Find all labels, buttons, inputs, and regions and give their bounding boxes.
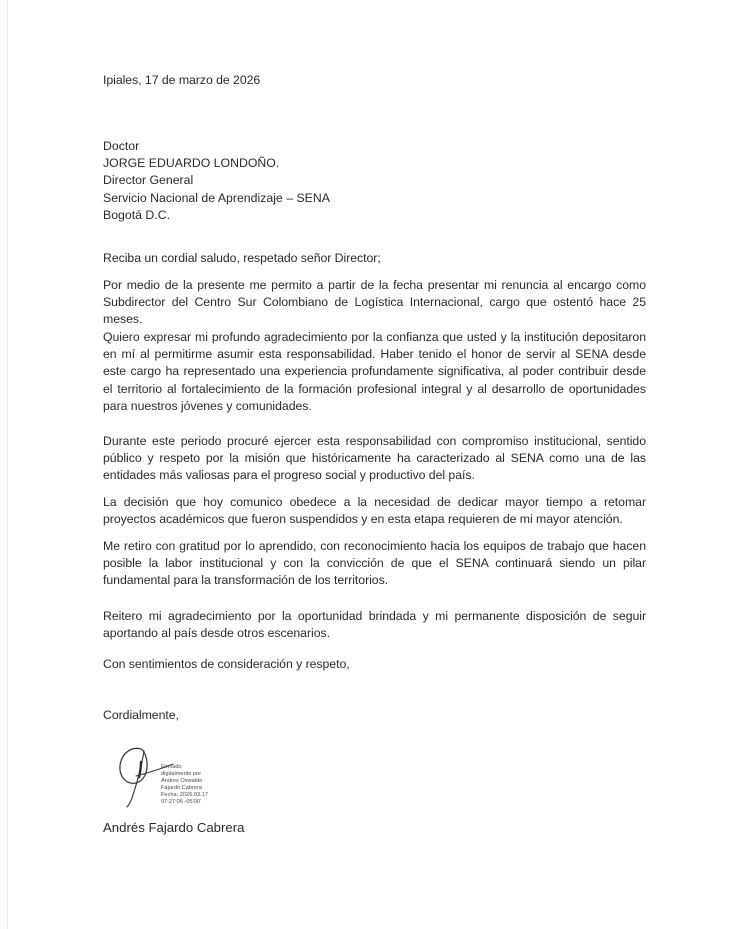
paragraph-3-text: Durante este periodo procuré ejercer esta responsabilidad con compromiso institucional, sentido público y respeto por la misión que históricamente ha caracterizado al SENA como una de las entidades más valiosas para el progreso social y productivo del país. [103,434,646,483]
signature-block [103,707,646,836]
closing-salutation-block [103,656,646,673]
paragraph-5 [103,538,646,590]
date-block [103,72,646,89]
paragraph-6-text: Reitero mi agradecimiento por la oportunidad brindada y mi permanente disposición de seguir aportando al país desde otros escenarios. [103,609,646,641]
recipient-organization: Servicio Nacional de Aprendizaje – SENA [103,190,330,205]
stamp-line-3: Andres Oswaldo [161,778,203,785]
recipient-title: Doctor [103,139,140,153]
recipient-block [103,138,646,224]
greeting-line: Reciba un cordial saludo, respetado señor Director; [103,251,381,265]
stamp-line-5: Fecha: 2026.03.17 [161,791,208,798]
stamp-line-1: Firmado [161,764,182,771]
paragraph-4 [103,494,646,528]
paragraph-2 [103,329,646,415]
recipient-city: Bogotá D.C. [103,207,170,222]
paragraph-1-text: Por medio de la presente me permito a partir de la fecha presentar mi renuncia al encargo como Subdirector del Centro Sur Colombiano de Logística Internacional, cargo que ostentó hace 25 meses. [103,278,646,327]
paragraph-2-text: Quiero expresar mi profundo agradecimiento por la confianza que usted y la institución depositaron en mí al permitirme asumir esta responsabilidad. Haber tenido el honor de servir al SENA desde este cargo ha representado una experiencia profundamente significativa, al poder contribuir desde el territorio al fortalecimiento de la formación profesional integral y al desarrollo de oportunidades para nuestros jóvenes y comunidades. [103,330,646,413]
paragraph-1 [103,277,646,329]
paragraph-3 [103,433,646,485]
stamp-line-2: digitalmente por [161,771,202,778]
stamp-line-4: Fajardo Cabrera [161,784,203,791]
recipient-position: Director General [103,173,194,188]
paragraph-5-text: Me retiro con gratitud por lo aprendido, con reconocimiento hacia los equipos de trabajo que hacen posible la labor institucional y con la convicción de que el SENA continuará siendo un pilar fundamental para la transformación de los territorios. [103,539,646,588]
sign-off: Cordialmente, [103,708,179,722]
greeting-block [103,250,646,267]
signature-area [103,742,403,836]
paragraph-4-text: La decisión que hoy comunico obedece a la necesidad de dedicar mayor tiempo a retomar proyectos académicos que fueron suspendidos y en esta etapa requieren de mi mayor atención. [103,495,646,527]
recipient-name: JORGE EDUARDO LONDOÑO. [103,156,280,171]
digital-signature-stamp [161,764,208,805]
signer-name: Andrés Fajardo Cabrera [103,820,245,836]
paragraph-6 [103,608,646,642]
stamp-line-6: 07:27:06 -05'00' [161,798,202,805]
closing-salutation: Con sentimientos de consideración y respeto, [103,657,350,671]
date-line: Ipiales, 17 de marzo de 2026 [103,73,261,87]
